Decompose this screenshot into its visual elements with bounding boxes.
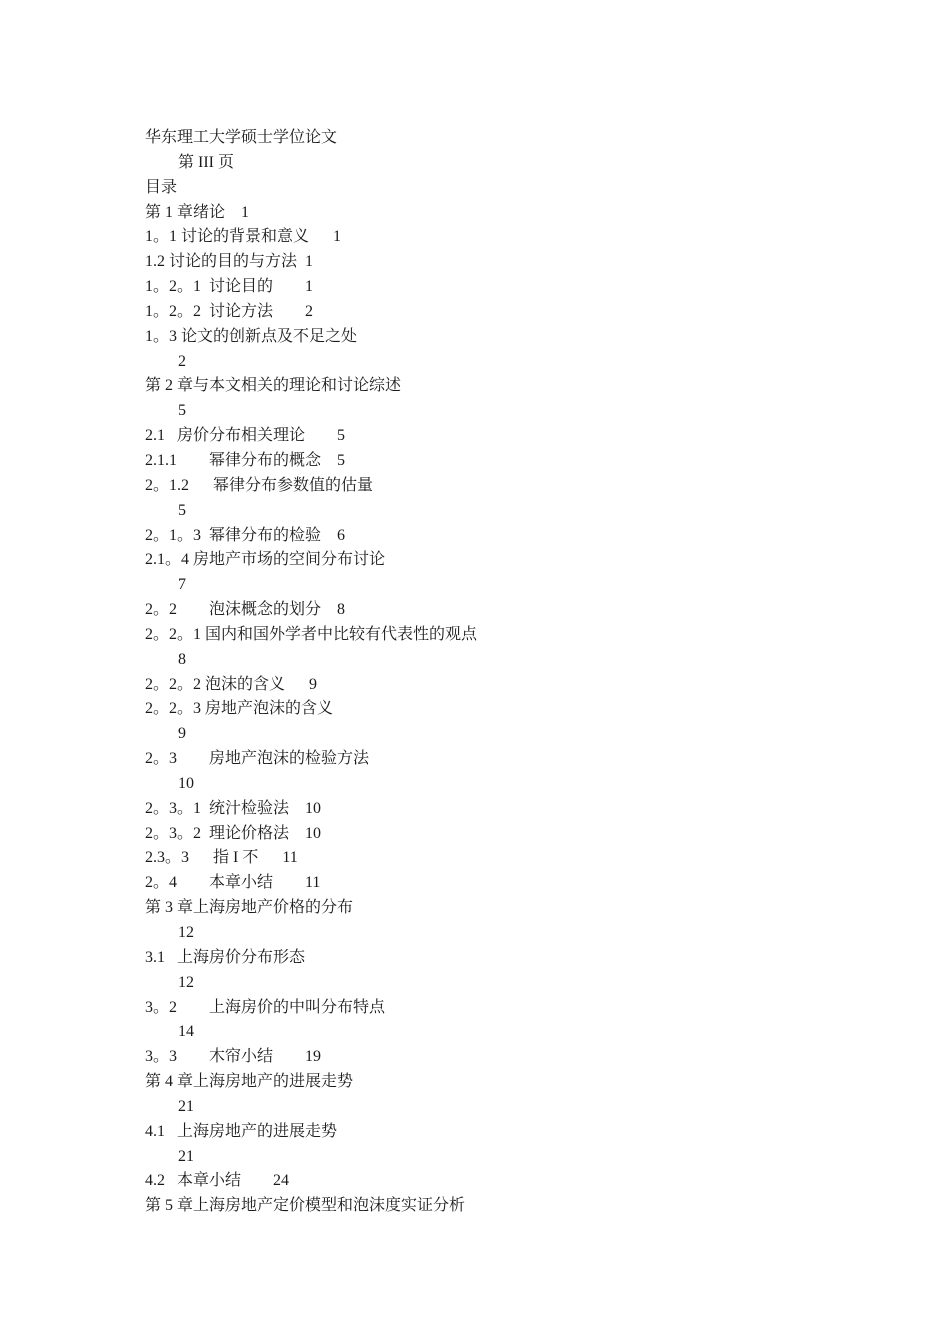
toc-entry: 2。3。2 理论价格法 10 xyxy=(145,824,322,842)
toc-entry: 3。3 木帘小结 19 xyxy=(145,1048,322,1066)
toc-entry: 第 3 章上海房地产价格的分布 xyxy=(145,899,354,917)
toc-entry: 2。2。1 国内和国外学者中比较有代表性的观点 xyxy=(145,625,478,643)
page-number: 第 III 页 xyxy=(178,153,234,171)
toc-page-number: 10 xyxy=(178,774,194,792)
toc-entry: 2。1。3 幂律分布的检验 6 xyxy=(145,526,346,544)
toc-entry: 2。1.2 幂律分布参数值的估量 xyxy=(145,476,374,494)
toc-page-number: 12 xyxy=(178,973,194,991)
toc-title: 目录 xyxy=(145,178,178,196)
toc-entry: 1。3 论文的创新点及不足之处 xyxy=(145,327,358,345)
toc-entry: 3.1 上海房价分布形态 xyxy=(145,948,306,966)
toc-page-number: 9 xyxy=(178,725,186,743)
toc-entry: 2。2。2 泡沫的含义 9 xyxy=(145,675,318,693)
toc-page-number: 5 xyxy=(178,501,186,519)
toc-entry: 3。2 上海房价的中叫分布特点 xyxy=(145,998,386,1016)
toc-entry: 2.1 房价分布相关理论 5 xyxy=(145,427,346,445)
toc-page-number: 8 xyxy=(178,650,186,668)
toc-entry: 第 1 章绪论 1 xyxy=(145,203,250,221)
toc-entry: 4.2 本章小结 24 xyxy=(145,1172,290,1190)
toc-page-number: 5 xyxy=(178,402,186,420)
toc-entry: 2。3 房地产泡沫的检验方法 xyxy=(145,750,370,768)
toc-entry: 1。2。1 讨论目的 1 xyxy=(145,278,314,296)
toc-entry: 第 2 章与本文相关的理论和讨论综述 xyxy=(145,377,402,395)
toc-entry: 第 5 章上海房地产定价模型和泡沫度实证分析 xyxy=(145,1197,466,1215)
toc-entry: 2。2。3 房地产泡沫的含义 xyxy=(145,700,334,718)
toc-block xyxy=(145,126,477,1219)
toc-entry: 4.1 上海房地产的进展走势 xyxy=(145,1122,338,1140)
toc-entry: 1。2。2 讨论方法 2 xyxy=(145,302,314,320)
toc-entry: 1.2 讨论的目的与方法 1 xyxy=(145,253,314,271)
toc-page-number: 2 xyxy=(178,352,186,370)
toc-page-number: 12 xyxy=(178,924,194,941)
toc-entry: 2.1。4 房地产市场的空间分布讨论 xyxy=(145,551,386,569)
toc-entry: 1。1 讨论的背景和意义 1 xyxy=(145,228,342,246)
toc-entry: 第 4 章上海房地产的进展走势 xyxy=(145,1073,354,1091)
toc-page-number: 21 xyxy=(178,1147,194,1165)
toc-page-number: 7 xyxy=(178,576,186,594)
toc-entry: 2.3。3 指 I 不 11 xyxy=(145,849,298,867)
toc-page-number: 14 xyxy=(178,1023,194,1041)
thesis-header: 华东理工大学硕士学位论文 xyxy=(145,129,338,146)
toc-entry: 2.1.1 幂律分布的概念 5 xyxy=(145,451,346,469)
toc-entry: 2。4 本章小结 11 xyxy=(145,874,321,892)
toc-entry: 2。2 泡沫概念的划分 8 xyxy=(145,601,346,619)
toc-entry: 2。3。1 统汁检验法 10 xyxy=(145,799,322,817)
toc-page-number: 21 xyxy=(178,1097,194,1115)
